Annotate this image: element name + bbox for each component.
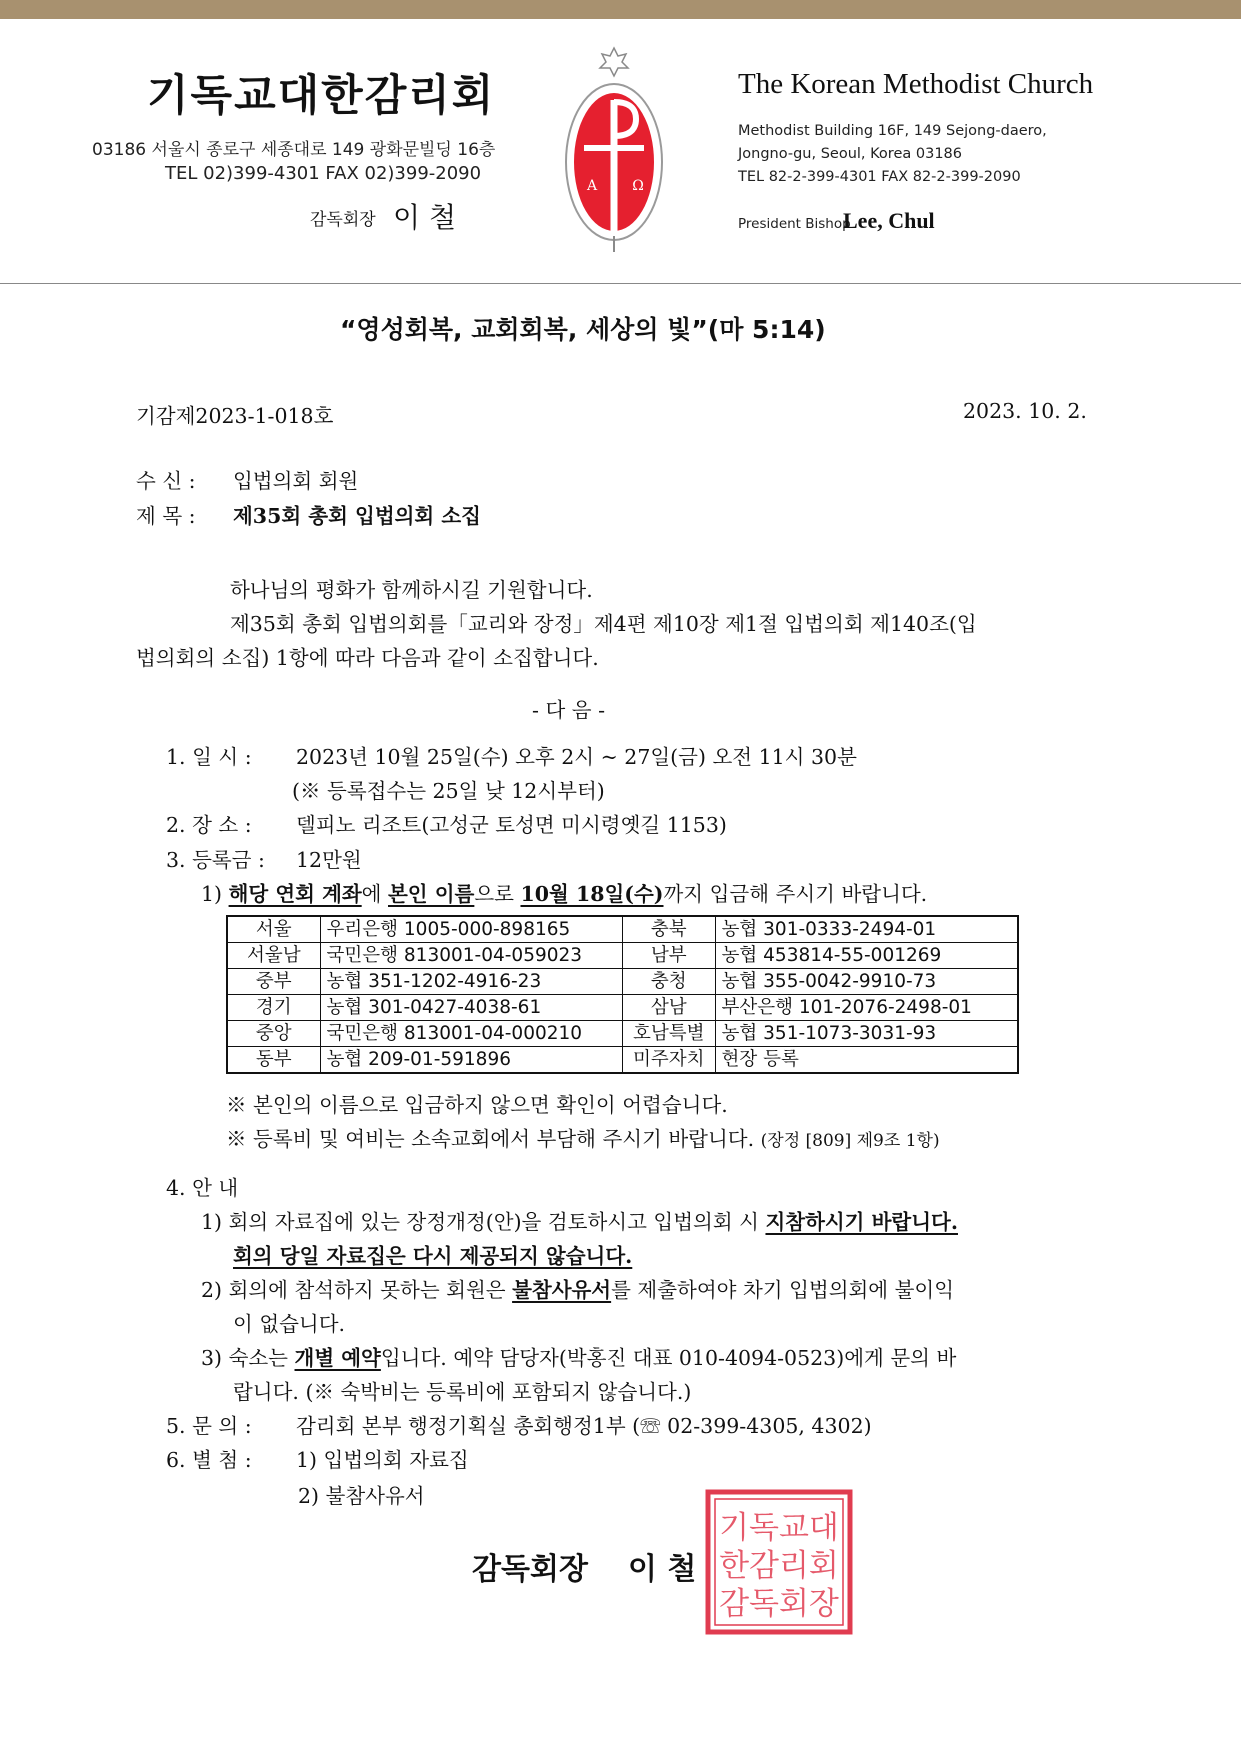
- account-cell: 우리은행 1005-000-898165: [320, 916, 622, 943]
- document-date: 2023. 10. 2.: [963, 399, 1087, 423]
- recipient: 입법의회 회원: [233, 469, 359, 493]
- item-3-label: 3. 등록금 :: [166, 848, 265, 872]
- account-cell: 농협 301-0427-4038-61: [320, 995, 622, 1021]
- region-cell: 충청: [622, 969, 715, 995]
- item-4-2-text-c: 를 제출하여야 차기 입법의회에 불이익: [611, 1278, 955, 1302]
- item-4-1-emphasis-2: 회의 당일 자료집은 다시 제공되지 않습니다.: [233, 1244, 633, 1268]
- account-row: [227, 1047, 1018, 1074]
- item-4-3-text-a: 숙소는: [228, 1346, 295, 1370]
- region-cell: 호남특별: [622, 1021, 715, 1047]
- recipient-label: 수 신 :: [136, 469, 196, 493]
- item-4-3-text-c: 입니다. 예약 담당자(박홍진 대표 010-4094-0523)에게 문의 바: [380, 1346, 957, 1370]
- item-4-1: [201, 1205, 958, 1235]
- org-name-english: The Korean Methodist Church: [738, 68, 1094, 100]
- account-row: [227, 969, 1018, 995]
- region-cell: 중앙: [227, 1021, 320, 1047]
- note-2-text: ※ 등록비 및 여비는 소속교회에서 부담해 주시기 바랍니다.: [226, 1127, 755, 1151]
- accounts-table: [226, 915, 1019, 1074]
- item-4-2: [201, 1273, 954, 1303]
- account-cell: 농협 355-0042-9910-73: [715, 969, 1018, 995]
- region-cell: 서울남: [227, 943, 320, 969]
- subject: 제35회 총회 입법의회 소집: [233, 504, 481, 528]
- seal-line-1: 기독교대: [719, 1510, 839, 1546]
- item-3-sub: [201, 877, 927, 907]
- account-cell: 농협 209-01-591896: [320, 1047, 622, 1074]
- seal-line-2: 한감리회: [719, 1548, 839, 1584]
- president-name-korean: 이 철: [393, 201, 456, 234]
- item-4-3-num: 3): [201, 1346, 223, 1370]
- account-cell: 국민은행 813001-04-000210: [320, 1021, 622, 1047]
- region-cell: 남부: [622, 943, 715, 969]
- item-4-3-emphasis: 개별 예약: [294, 1346, 381, 1370]
- top-accent-bar: [0, 0, 1241, 19]
- region-cell: 경기: [227, 995, 320, 1021]
- seal-line-3: 감독회장: [719, 1586, 839, 1622]
- item-6-label: 6. 별 첨 :: [166, 1448, 252, 1472]
- signer-title: 감독회장: [472, 1552, 588, 1587]
- account-cell: 국민은행 813001-04-059023: [320, 943, 622, 969]
- region-cell: 중부: [227, 969, 320, 995]
- item-4-2-text-a: 회의에 참석하지 못하는 회원은: [228, 1278, 513, 1302]
- note-1: ※ 본인의 이름으로 입금하지 않으면 확인이 어렵습니다.: [226, 1093, 728, 1117]
- note-2-ref: (장정 [809] 제9조 1항): [760, 1131, 940, 1151]
- item-3-sub-text-f: 까지 입금해 주시기 바랍니다.: [663, 882, 928, 906]
- attachment-2: 2) 불참사유서: [298, 1484, 425, 1508]
- org-name-korean: 기독교대한감리회: [147, 71, 496, 121]
- deposit-deadline-emphasis: 10월 18일(수): [520, 882, 664, 906]
- region-cell: 미주자치: [622, 1047, 715, 1074]
- item-3-sub-num: 1): [201, 882, 223, 906]
- item-4-3-cont: 랍니다. (※ 숙박비는 등록비에 포함되지 않습니다.): [233, 1380, 692, 1404]
- item-2-text: 델피노 리조트(고성군 토성면 미시령옛길 1153): [296, 813, 727, 837]
- header-divider: [0, 283, 1241, 284]
- deposit-name-emphasis: 본인 이름: [388, 882, 475, 906]
- region-cell: 충북: [622, 916, 715, 943]
- item-1-label: 1. 일 시 :: [166, 745, 252, 769]
- item-4-label: 4. 안 내: [166, 1176, 239, 1200]
- item-3-text: 12만원: [296, 848, 362, 872]
- note-2: [226, 1122, 940, 1152]
- president-name-english: Lee, Chul: [843, 208, 935, 233]
- item-5-label: 5. 문 의 :: [166, 1414, 252, 1438]
- emblem-omega: Ω: [632, 178, 644, 194]
- item-4-3: [201, 1341, 956, 1371]
- document-number: 기감제2023-1-018호: [136, 404, 334, 428]
- emblem-alpha: Α: [586, 178, 598, 194]
- org-phone-english: TEL 82-2-399-4301 FAX 82-2-399-2090: [738, 169, 1021, 185]
- item-5-text: 감리회 본부 행정기획실 총회행정1부 (☏ 02-399-4305, 4302): [296, 1414, 872, 1438]
- org-address-korean: 03186 서울시 종로구 세종대로 149 광화문빌딩 16층: [92, 140, 496, 160]
- official-seal-icon: [704, 1488, 854, 1636]
- subject-label: 제 목 :: [136, 504, 196, 528]
- account-row: [227, 943, 1018, 969]
- account-row: [227, 916, 1018, 943]
- item-4-2-cont: 이 없습니다.: [233, 1312, 346, 1336]
- item-3-sub-text-b: 에: [361, 882, 388, 906]
- item-2-label: 2. 장 소 :: [166, 813, 252, 837]
- org-address-english-1: Methodist Building 16F, 149 Sejong-daero,: [738, 123, 1047, 139]
- org-address-english-2: Jongno-gu, Seoul, Korea 03186: [738, 146, 962, 162]
- region-cell: 삼남: [622, 995, 715, 1021]
- greeting: 하나님의 평화가 함께하시길 기원합니다.: [230, 578, 593, 602]
- intro-line-2: 법의회의 소집) 1항에 따라 다음과 같이 소집합니다.: [136, 646, 599, 670]
- item-3-sub-text-d: 으로: [474, 882, 521, 906]
- account-row: [227, 995, 1018, 1021]
- president-label-english: President Bishop: [738, 216, 851, 232]
- intro-line-1: 제35회 총회 입법의회를「교리와 장정」제4편 제10장 제1절 입법의회 제140조(입: [230, 612, 977, 636]
- slogan: “영성회복, 교회회복, 세상의 빛”(마 5:14): [340, 315, 826, 344]
- account-cell: 농협 351-1202-4916-23: [320, 969, 622, 995]
- item-1-note: (※ 등록접수는 25일 낮 12시부터): [292, 779, 605, 803]
- item-4-1-num: 1): [201, 1210, 223, 1234]
- section-heading: - 다 음 -: [532, 698, 606, 722]
- account-cell: 농협 351-1073-3031-93: [715, 1021, 1018, 1047]
- church-emblem-icon: [562, 44, 666, 256]
- item-4-2-emphasis: 불참사유서: [512, 1278, 612, 1302]
- item-4-1-emphasis: 지참하시기 바랍니다.: [765, 1210, 958, 1234]
- account-cell: 농협 301-0333-2494-01: [715, 916, 1018, 943]
- attachment-1: 1) 입법의회 자료집: [296, 1448, 469, 1472]
- org-phone-korean: TEL 02)399-4301 FAX 02)399-2090: [165, 163, 482, 184]
- deposit-account-emphasis: 해당 연회 계좌: [228, 882, 362, 906]
- account-cell: 현장 등록: [715, 1047, 1018, 1074]
- item-1-text: 2023년 10월 25일(수) 오후 2시 ~ 27일(금) 오전 11시 30분: [296, 745, 857, 769]
- account-cell: 농협 453814-55-001269: [715, 943, 1018, 969]
- president-label-korean: 감독회장: [310, 210, 376, 230]
- account-row: [227, 1021, 1018, 1047]
- region-cell: 서울: [227, 916, 320, 943]
- region-cell: 동부: [227, 1047, 320, 1074]
- account-cell: 부산은행 101-2076-2498-01: [715, 995, 1018, 1021]
- item-4-2-num: 2): [201, 1278, 223, 1302]
- item-4-1-text: 회의 자료집에 있는 장정개정(안)을 검토하시고 입법의회 시: [228, 1210, 766, 1234]
- signer-name: 이 철: [628, 1552, 697, 1587]
